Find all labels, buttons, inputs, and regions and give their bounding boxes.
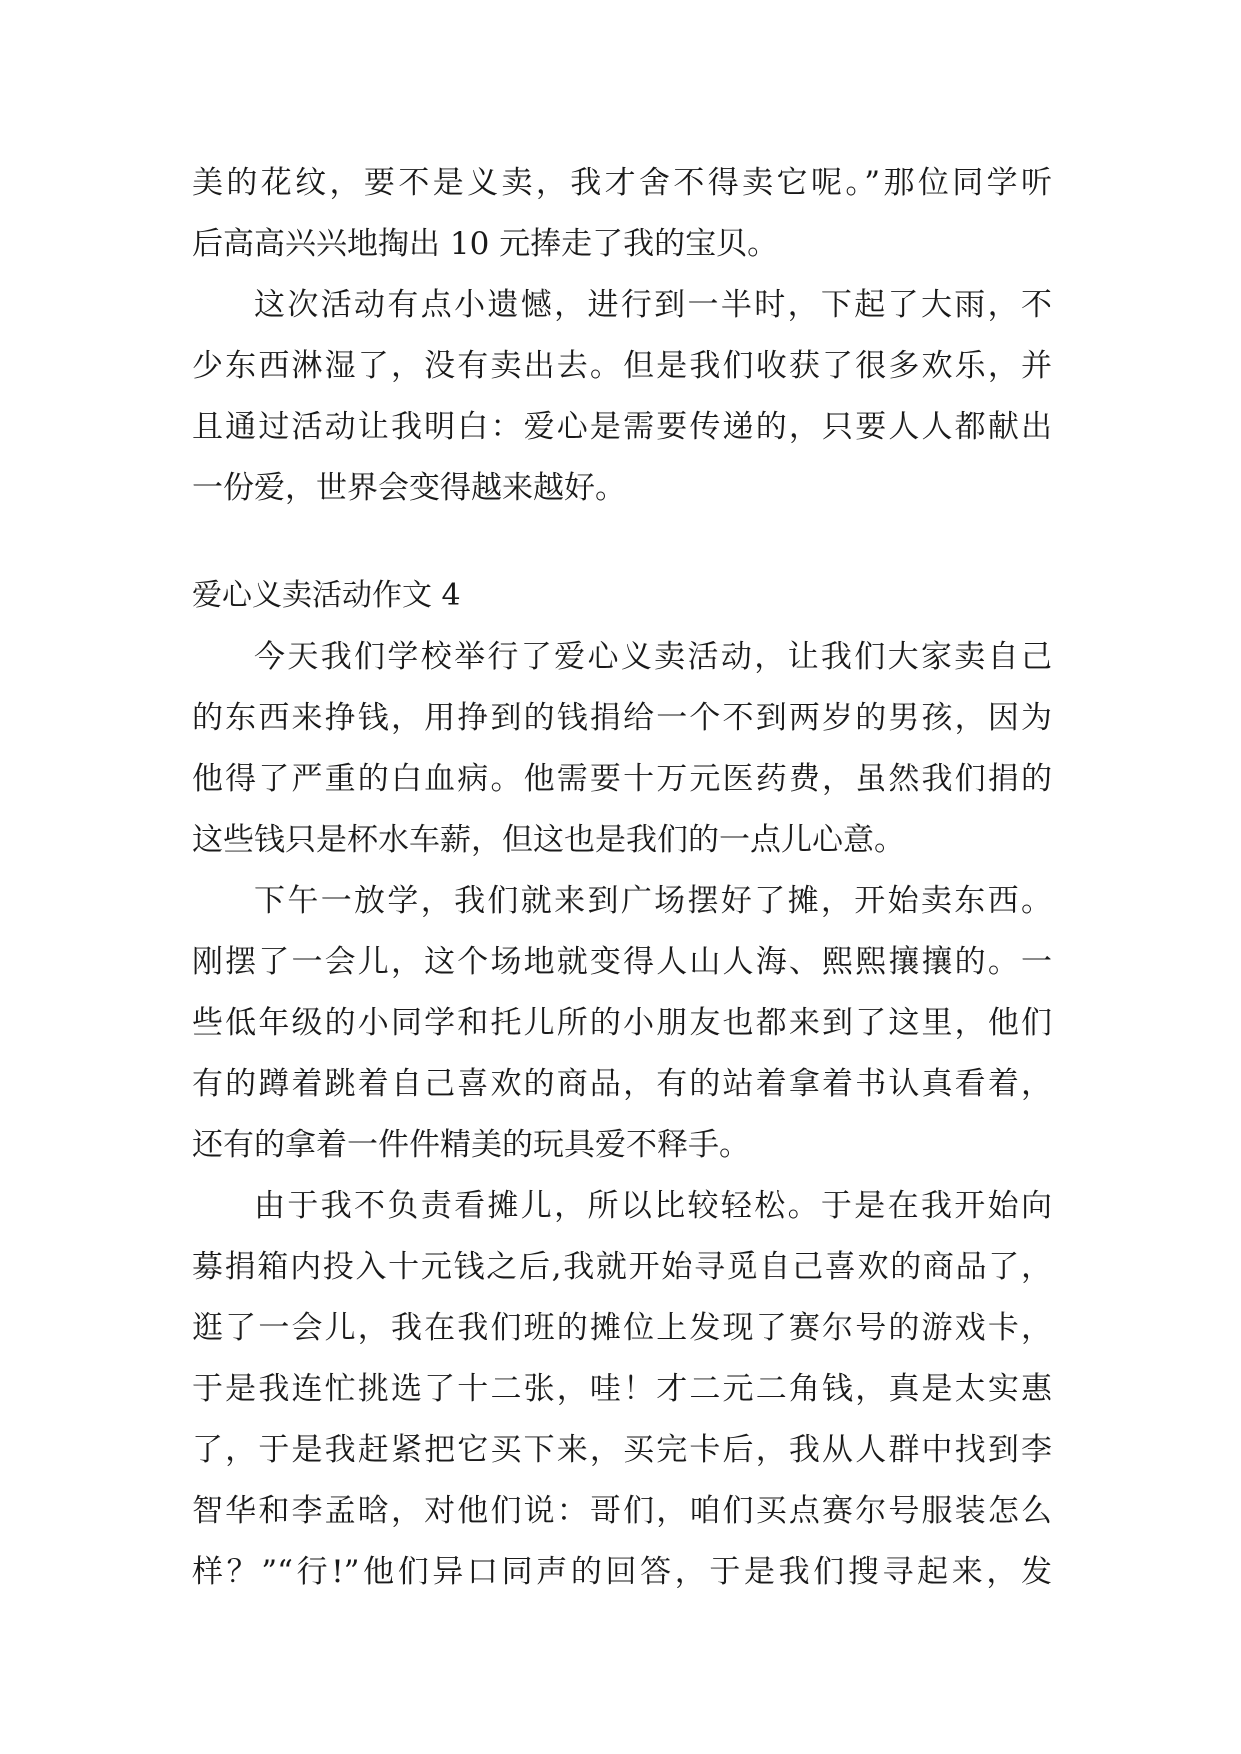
essay-4-body — [192, 627, 1052, 1603]
paragraph-line: 今天我们学校举行了爱心义卖活动，让我们大家卖自己 — [254, 639, 1052, 675]
paragraph-line: 募捐箱内投入十元钱之后,我就开始寻觅自己喜欢的商品了， — [192, 1249, 1052, 1285]
paragraph-line: 由于我不负责看摊儿，所以比较轻松。于是在我开始向 — [254, 1188, 1052, 1224]
paragraph-line: 有的蹲着跳着自己喜欢的商品，有的站着拿着书认真看着， — [192, 1066, 1052, 1102]
paragraph-line: 些低年级的小同学和托儿所的小朋友也都来到了这里，他们 — [192, 1005, 1052, 1041]
paragraph-line: 后高高兴兴地掏出 10 元捧走了我的宝贝。 — [192, 226, 779, 262]
paragraph-line: 智华和李孟晗，对他们说：哥们，咱们买点赛尔号服装怎么 — [192, 1493, 1052, 1529]
paragraph-line: 了，于是我赶紧把它买下来，买完卡后，我从人群中找到李 — [192, 1432, 1052, 1468]
paragraph-line: 于是我连忙挑选了十二张，哇！才二元二角钱，真是太实惠 — [192, 1371, 1052, 1407]
paragraph-line: 这些钱只是杯水车薪，但这也是我们的一点儿心意。 — [192, 822, 905, 858]
paragraph-line: 少东西淋湿了，没有卖出去。但是我们收获了很多欢乐，并 — [192, 348, 1052, 384]
paragraph-line: 样？”“行!”他们异口同声的回答，于是我们搜寻起来，发 — [192, 1554, 1052, 1590]
paragraph-line: 的东西来挣钱，用挣到的钱捐给一个不到两岁的男孩，因为 — [192, 700, 1052, 736]
paragraph-line: 逛了一会儿，我在我们班的摊位上发现了赛尔号的游戏卡， — [192, 1310, 1052, 1346]
essay-heading: 爱心义卖活动作文 4 — [192, 578, 461, 613]
paragraph-line: 这次活动有点小遗憾，进行到一半时，下起了大雨，不 — [254, 287, 1052, 323]
paragraph-line: 美的花纹，要不是义卖，我才舍不得卖它呢。”那位同学听 — [192, 165, 1052, 201]
essay-3-ending — [192, 153, 1052, 519]
paragraph-line: 一份爱，世界会变得越来越好。 — [192, 470, 626, 506]
paragraph-line: 刚摆了一会儿，这个场地就变得人山人海、熙熙攘攘的。一 — [192, 944, 1052, 980]
paragraph-line: 下午一放学，我们就来到广场摆好了摊，开始卖东西。 — [254, 883, 1052, 919]
paragraph-line: 且通过活动让我明白：爱心是需要传递的，只要人人都献出 — [192, 409, 1052, 445]
paragraph-line: 还有的拿着一件件精美的玩具爱不释手。 — [192, 1127, 750, 1163]
paragraph-line: 他得了严重的白血病。他需要十万元医药费，虽然我们捐的 — [192, 761, 1052, 797]
